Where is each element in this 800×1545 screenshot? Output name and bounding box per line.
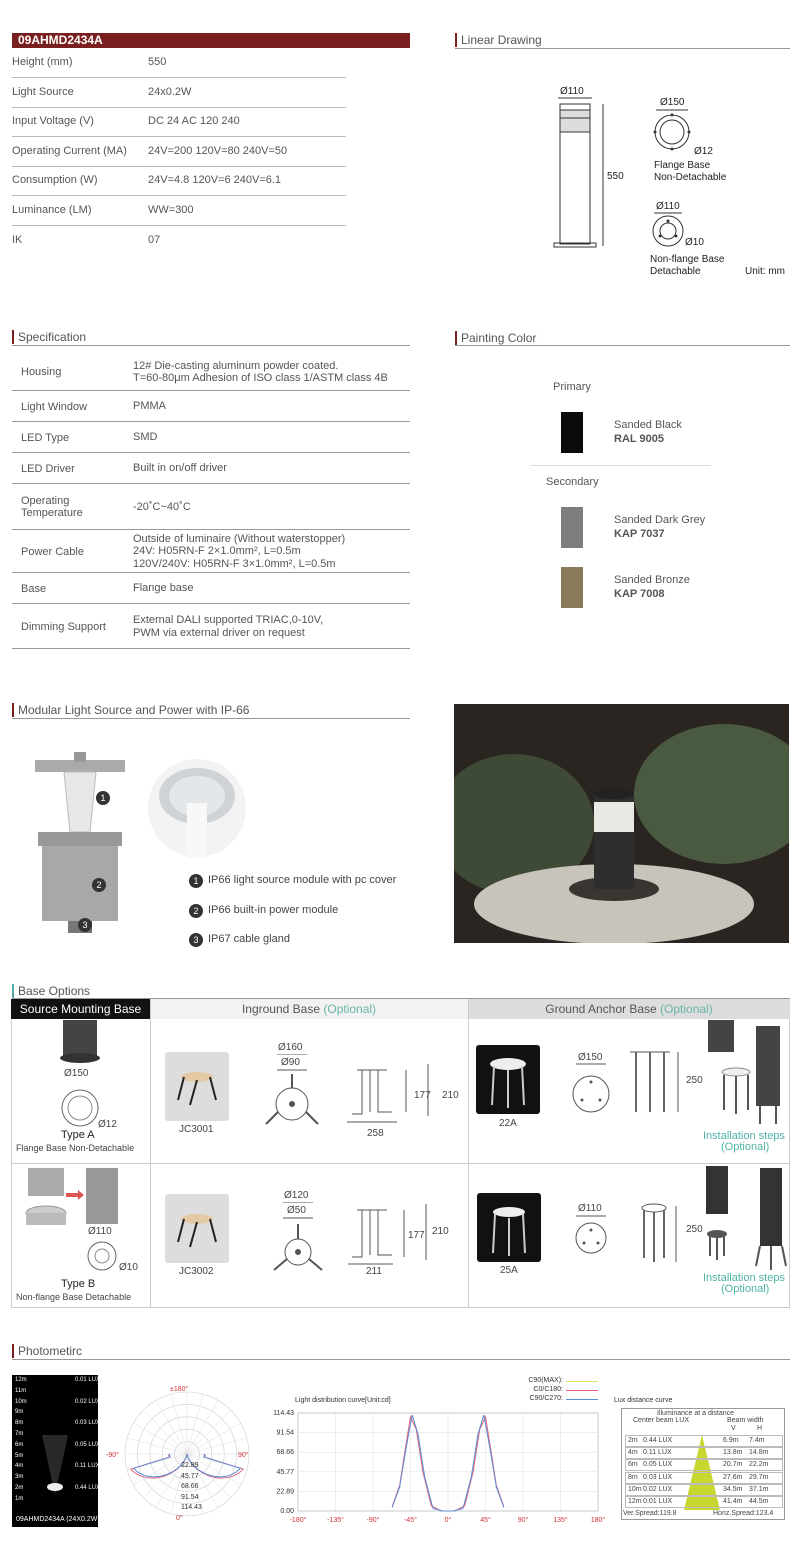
spec-label: Consumption (W)	[12, 174, 98, 187]
lux-value: 0.02 LUX	[75, 1398, 101, 1405]
spec-value: 24V=200 120V=80 240V=50	[148, 144, 288, 157]
modular-item: IP66 built-in power module	[208, 903, 339, 916]
polar-bottom: 0°	[176, 1515, 183, 1522]
type-a-label: Type A	[61, 1129, 95, 1141]
dim-d110: Ø110	[560, 86, 584, 97]
row-divider	[12, 166, 346, 167]
legend-swatch	[566, 1381, 598, 1382]
lux-distance: 8m	[15, 1420, 24, 1427]
dim-h550: 550	[607, 171, 624, 182]
product-code-bar: 09AHMD2434A	[12, 33, 410, 48]
color-name: Sanded Bronze	[614, 574, 690, 586]
polar-value: 91.54	[181, 1493, 199, 1501]
lux-row-d: 10m	[628, 1485, 642, 1493]
lux-row-v: 13.8m	[723, 1449, 743, 1457]
row-divider	[12, 648, 410, 649]
anchor-22a-d: Ø150	[578, 1052, 603, 1063]
type-b-d10: Ø10	[119, 1262, 138, 1273]
dim-d150: Ø150	[660, 97, 685, 108]
color-name: Sanded Dark Grey	[614, 514, 706, 526]
spec-row-value: PMMA	[133, 400, 166, 413]
color-code: KAP 7008	[614, 588, 665, 600]
spec-row-value: External DALI supported TRIAC,0-10V, PWM via external driver on request	[133, 614, 324, 639]
jc3001-w: 258	[367, 1128, 384, 1139]
light-distribution-chart	[262, 1405, 612, 1535]
color-code: KAP 7037	[614, 528, 665, 540]
legend-swatch	[566, 1390, 598, 1391]
anchor-25a-d: Ø110	[578, 1203, 602, 1214]
lux-row-d: 2m	[628, 1437, 638, 1444]
lux-row-h: 29.7m	[749, 1473, 769, 1481]
type-b-sub: Non-flange Base Detachable	[16, 1292, 132, 1302]
module-closeup	[147, 758, 247, 858]
y-tick: 91.54	[276, 1429, 294, 1437]
lux-distance: 3m	[15, 1474, 24, 1481]
x-tick: 135°	[553, 1517, 568, 1524]
y-tick: 45.77	[276, 1468, 294, 1476]
painting-color-title: Painting Color	[455, 331, 536, 345]
nonflange-label: Non-flange Base	[650, 254, 725, 265]
lux-row-h: 44.5m	[749, 1498, 769, 1505]
spec-row-label: Dimming Support	[21, 620, 106, 633]
row-divider	[12, 136, 346, 137]
spec-row-label: LED Type	[21, 431, 70, 444]
polar-value: 45.77	[181, 1472, 199, 1480]
lux-row-v: 27.6m	[723, 1473, 743, 1481]
lux-row-d: 4m	[628, 1449, 638, 1457]
anchor-22a-photo	[480, 1050, 536, 1110]
install-steps-a-opt: (Optional)	[721, 1141, 770, 1153]
lux-distance: 2m	[15, 1485, 24, 1491]
lux-row-d: 8m	[628, 1473, 638, 1481]
lux-table-hv: V	[731, 1425, 736, 1432]
modular-title: Modular Light Source and Power with IP-66	[12, 703, 249, 717]
spec-row-value: Built in on/off driver	[133, 462, 227, 475]
legend-label: C0/C180:	[533, 1386, 563, 1393]
spec-row-label: LED Driver	[21, 462, 75, 475]
y-tick: 68.66	[276, 1449, 294, 1457]
spec-value: 550	[148, 56, 167, 68]
lux-value: 0.44 LUX	[75, 1485, 101, 1491]
chart-title: Light distribution curve[Unit:cd]	[295, 1397, 391, 1404]
linear-drawing-title: Linear Drawing	[455, 33, 542, 47]
spec-value: WW=300	[148, 204, 194, 216]
spec-row-value: Flange base	[133, 582, 194, 595]
spec-row-label: Housing	[21, 366, 62, 378]
x-tick: 45°	[480, 1517, 491, 1524]
install-steps-b-label: Installation steps	[703, 1272, 785, 1284]
col-inground: Inground Base (Optional)	[150, 999, 468, 1019]
lux-distance: 7m	[15, 1431, 24, 1437]
type-a-sub: Flange Base Non-Detachable	[16, 1143, 135, 1153]
lux-value: 0.03 LUX	[75, 1420, 101, 1427]
lux-distance: 5m	[15, 1452, 24, 1459]
secondary-label: Secondary	[546, 476, 599, 488]
jc3001-h1: 177	[414, 1090, 431, 1101]
color-swatch	[561, 507, 583, 548]
type-a-d150: Ø150	[64, 1068, 89, 1079]
spec-row-label: Power Cable	[21, 545, 84, 558]
x-tick: -90°	[366, 1517, 380, 1524]
jc3002-w: 211	[366, 1266, 382, 1277]
bullet-number: 2	[189, 904, 203, 918]
lux-distance: 10m	[15, 1398, 27, 1405]
polar-right: 90°	[238, 1452, 249, 1459]
anchor-25a-photo	[481, 1198, 537, 1258]
polar-value: 22.89	[181, 1462, 199, 1469]
dim-d12: Ø12	[694, 146, 713, 157]
lux-distance: 1m	[15, 1495, 24, 1502]
lux-distance: 11m	[15, 1387, 27, 1394]
lux-table-hor: Horiz.Spread:123.4	[713, 1510, 774, 1517]
jc3001-photo	[168, 1055, 226, 1115]
spec-row-label: Operating Temperature	[21, 495, 83, 519]
row-divider	[12, 195, 346, 196]
jc3002-photo	[168, 1197, 226, 1257]
row-divider	[12, 77, 346, 78]
spec-row-value: Outside of luminaire (Without waterstopper) 24V: H05RN-F 2×1.0mm², L=0.5m 120V/240V: H05RN-F 3×1.0mm², L=0.5m	[133, 532, 346, 570]
anchor-25a-h: 250	[686, 1224, 703, 1235]
lux-row-h: 14.8m	[749, 1449, 769, 1457]
install-steps-a	[706, 1020, 790, 1124]
lux-row-lux: 0.05 LUX	[643, 1461, 673, 1469]
jc3001-d2: Ø90	[281, 1057, 300, 1068]
spec-value: DC 24 AC 120 240	[148, 115, 240, 128]
polar-top: ±180°	[170, 1386, 189, 1393]
jc3002-d1: Ø120	[284, 1190, 309, 1201]
polar-value: 114.43	[181, 1504, 202, 1511]
spec-label: Light Source	[12, 85, 74, 98]
x-tick: -45°	[404, 1517, 417, 1524]
primary-label: Primary	[553, 381, 591, 393]
lux-row-h: 7.4m	[749, 1437, 765, 1444]
modular-item: IP67 cable gland	[208, 933, 290, 945]
anchor-25a-label: 25A	[500, 1265, 518, 1276]
color-swatch	[561, 412, 583, 453]
row-divider	[12, 107, 346, 108]
dim-d110b: Ø110	[656, 201, 680, 212]
spec-label: Operating Current (MA)	[12, 144, 127, 157]
lux-panel-caption: 09AHMD2434A (24X0.2W)	[16, 1516, 100, 1523]
y-tick: 22.89	[276, 1488, 294, 1496]
product-photo	[454, 704, 789, 943]
col-ground-anchor: Ground Anchor Base (Optional)	[468, 999, 790, 1019]
lux-table-title: Illuminance at a distance	[657, 1410, 735, 1417]
lux-value: 0.01 LUX	[75, 1377, 101, 1383]
lux-row-lux: 0.03 LUX	[643, 1473, 673, 1481]
jc3002-h1: 177	[408, 1230, 425, 1241]
polar-value: 68.66	[181, 1483, 199, 1490]
jc3002-h2: 210	[432, 1226, 449, 1237]
lux-table-h1: Center beam LUX	[633, 1417, 690, 1424]
spec-row-value: SMD	[133, 431, 158, 444]
spec-value: 24V=4.8 120V=6 240V=6.1	[148, 174, 282, 187]
color-swatch	[561, 567, 583, 608]
dim-d10: Ø10	[685, 237, 704, 248]
lux-distance: 4m	[15, 1463, 24, 1470]
x-tick: 90°	[517, 1517, 529, 1524]
lux-table-h2: Beam width	[727, 1417, 764, 1424]
type-b-d110: Ø110	[88, 1226, 112, 1237]
install-steps-a-label: Installation steps	[703, 1130, 785, 1142]
lux-distance: 6m	[15, 1441, 24, 1448]
lux-row-h: 22.2m	[749, 1461, 769, 1469]
x-tick: -180°	[289, 1517, 307, 1524]
x-tick: -135°	[327, 1517, 344, 1524]
lux-row-v: 41.4m	[723, 1498, 743, 1505]
type-b-label: Type B	[61, 1278, 96, 1290]
spec-label: IK	[12, 233, 23, 246]
base-options-title: Base Options	[12, 984, 90, 998]
lux-row-lux: 0.02 LUX	[643, 1485, 673, 1493]
lux-distance: 9m	[15, 1409, 24, 1416]
photometric-title: Photometirc	[12, 1344, 82, 1358]
lux-row-d: 12m	[628, 1498, 642, 1505]
spec-label: Height (mm)	[12, 56, 73, 68]
lux-table-hh: H	[757, 1425, 763, 1432]
anchor-22a-label: 22A	[499, 1118, 517, 1129]
jc3001-drawing	[262, 1054, 462, 1144]
modular-item: IP66 light source module with pc cover	[208, 874, 397, 886]
lux-value: 0.11 LUX	[75, 1463, 100, 1470]
lux-distance-title: Lux distance curve	[614, 1397, 673, 1404]
lux-row-v: 34.5m	[723, 1485, 743, 1493]
lux-row-d: 6m	[628, 1461, 638, 1469]
install-steps-b-opt: (Optional)	[721, 1283, 770, 1295]
legend-label: C90/C270:	[529, 1395, 563, 1402]
detachable-label: Detachable	[650, 266, 701, 277]
y-tick: 114.43	[273, 1410, 294, 1417]
spec-row-label: Light Window	[21, 400, 88, 413]
module-illustration	[30, 752, 130, 937]
bullet-number: 1	[189, 874, 203, 888]
flange-label: Flange Base	[654, 160, 711, 171]
y-tick: 0.00	[280, 1508, 294, 1515]
bullet-number: 3	[189, 933, 203, 947]
lux-row-lux: 0.44 LUX	[643, 1437, 673, 1444]
jc3002-label: JC3002	[179, 1266, 214, 1277]
jc3002-drawing	[268, 1202, 468, 1292]
legend-swatch	[566, 1399, 598, 1400]
lux-value: 0.05 LUX	[75, 1441, 101, 1448]
jc3002-d2: Ø50	[287, 1205, 306, 1216]
polar-left: -90°	[106, 1452, 119, 1459]
specification-title: Specification	[12, 330, 86, 344]
jc3001-d1: Ø160	[278, 1042, 303, 1053]
x-tick: 180°	[590, 1517, 606, 1524]
spec-row-label: Base	[21, 582, 47, 595]
unit-label: Unit: mm	[745, 266, 785, 277]
spec-label: Luminance (LM)	[12, 204, 92, 216]
spec-value: 24x0.2W	[148, 85, 192, 98]
lux-row-lux: 0.11 LUX	[643, 1449, 672, 1457]
type-a-d12: Ø12	[98, 1119, 117, 1130]
legend-label: C90(MAX):	[528, 1377, 563, 1384]
jc3001-label: JC3001	[179, 1124, 214, 1135]
spec-row-value: -20˚C~40˚C	[133, 500, 191, 513]
col-source-mounting: Source Mounting Base	[11, 999, 150, 1019]
spec-label: Input Voltage (V)	[12, 115, 94, 128]
color-code: RAL 9005	[614, 433, 664, 445]
nondet-label: Non-Detachable	[654, 172, 727, 183]
spec-row-value: 12# Die-casting aluminum powder coated. T=60-80μm Adhesion of ISO class 1/ASTM class 4B	[133, 359, 388, 384]
lux-distance: 12m	[15, 1377, 27, 1383]
x-tick: 0°	[444, 1517, 452, 1524]
lux-table-ver: Ver.Spread:119.8	[623, 1510, 677, 1517]
jc3001-h2: 210	[442, 1090, 459, 1101]
row-divider	[12, 225, 346, 226]
lux-row-v: 20.7m	[723, 1461, 743, 1469]
anchor-22a-h: 250	[686, 1075, 703, 1086]
color-name: Sanded Black	[614, 419, 682, 431]
lux-row-lux: 0.01 LUX	[643, 1498, 673, 1505]
lux-row-h: 37.1m	[749, 1485, 769, 1493]
spec-value: 07	[148, 233, 161, 246]
install-steps-b	[704, 1166, 790, 1270]
lux-row-v: 6.9m	[723, 1437, 739, 1444]
